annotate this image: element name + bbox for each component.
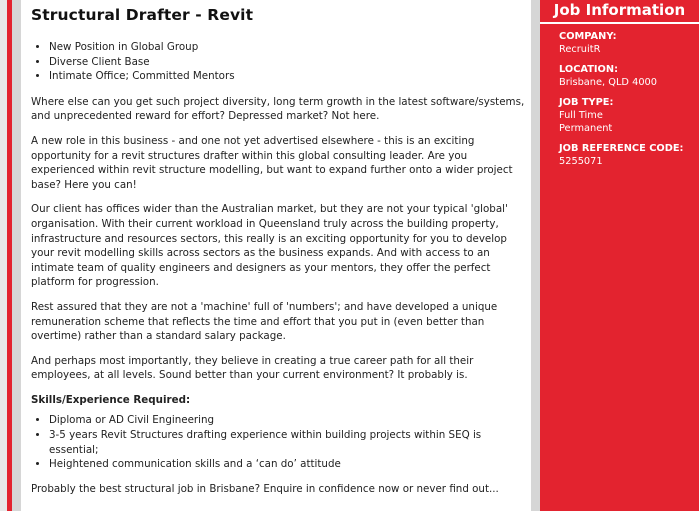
reference-label: JOB REFERENCE CODE: [559,143,684,154]
column-divider [531,0,540,511]
list-item: • Intimate Office; Committed Mentors [49,69,531,84]
skills-heading: Skills/Experience Required: [31,393,191,406]
paragraph: Our client has offices wider than the Australian market, but they are not your typical 'global' organisation. With their current workload in Queensland truly across the building property, infrastructure and resources sectors, this really is an exciting opportunity for you to develop your revit modelling skills across sectors as the business expands. And with access to an intimate team of quality engineers and designers as your mentors, they offer the perfect platform for progression. [31,203,508,289]
list-item: • New Position in Global Group [49,40,531,55]
list-item: • 3-5 years Revit Structures drafting experience within building projects within SEQ is essential; [49,428,531,457]
paragraph: A new role in this business - and one not yet advertised elsewhere - this is an exciting opportunity for a revit structures drafter within this global consulting leader. Are you experienced within revit structure modelling, but want to expand further onto a wider project base? Here you can! [31,134,513,191]
company-label: COMPANY: [559,31,617,42]
list-item: • Diverse Client Base [49,55,531,70]
paragraph: And perhaps most importantly, they believe in creating a true career path for all their employees, at all levels. Sound better than your current environment? It probably is. [31,354,474,382]
job-info-list [540,24,699,168]
list-item: • Diploma or AD Civil Engineering [49,413,531,428]
closing-text: Probably the best structural job in Brisbane? Enquire in confidence now or never find out... [31,482,499,495]
skills-list [31,413,531,471]
left-divider [12,0,21,511]
reference-group [559,142,699,168]
reference-value: 5255071 [559,156,603,167]
location-label: LOCATION: [559,64,619,75]
job-description [31,0,531,511]
job-type-group [559,96,699,135]
job-type-value: Permanent [559,123,613,134]
paragraph: Where else can you get such project diversity, long term growth in the latest software/systems, and unprecedented reward for effort? Depressed market? Not here. [31,95,525,123]
sidebar-title: Job Information [540,0,699,24]
paragraph: Rest assured that they are not a 'machine' full of 'numbers'; and have developed a unique remuneration scheme that reflects the time and effort that you put in (even better than overtime) rather than a standard salary package. [31,300,498,343]
company-group [559,30,699,56]
highlights-list [31,40,531,84]
job-title: Structural Drafter - Revit [31,6,254,24]
job-information-panel [540,0,699,511]
left-border [0,0,7,511]
company-value: RecruitR [559,44,601,55]
job-type-value: Full Time [559,110,603,121]
location-group [559,63,699,89]
list-item: • Heightened communication skills and a ‘can do’ attitude [49,457,531,472]
location-value: Brisbane, QLD 4000 [559,77,658,88]
job-type-label: JOB TYPE: [559,97,614,108]
